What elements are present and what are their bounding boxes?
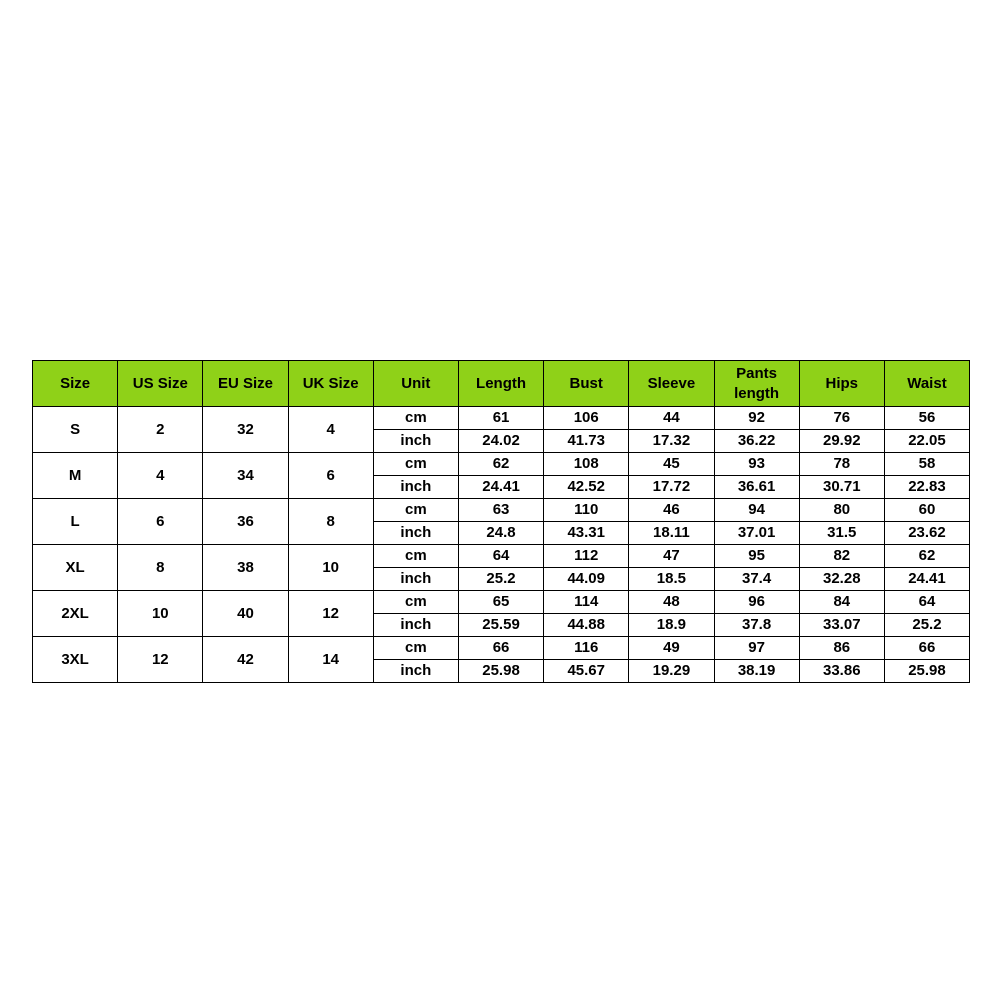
unit-cell: inch: [373, 476, 458, 499]
bust-cell: 42.52: [544, 476, 629, 499]
header-us-size: US Size: [118, 361, 203, 407]
sleeve-cell: 18.9: [629, 614, 714, 637]
sleeve-cell: 18.5: [629, 568, 714, 591]
pants-length-cell: 96: [714, 591, 799, 614]
sleeve-cell: 19.29: [629, 660, 714, 683]
table-row: [33, 453, 970, 476]
bust-cell: 45.67: [544, 660, 629, 683]
length-cell: 64: [458, 545, 543, 568]
size-cell: XL: [33, 545, 118, 591]
pants-length-cell: 36.61: [714, 476, 799, 499]
pants-length-cell: 37.01: [714, 522, 799, 545]
hips-cell: 31.5: [799, 522, 884, 545]
header-pants-length-line2: length: [734, 384, 780, 402]
waist-cell: 62: [884, 545, 969, 568]
header-waist: Waist: [884, 361, 969, 407]
size-cell: M: [33, 453, 118, 499]
waist-cell: 25.2: [884, 614, 969, 637]
size-cell: L: [33, 499, 118, 545]
hips-cell: 30.71: [799, 476, 884, 499]
unit-cell: inch: [373, 430, 458, 453]
pants-length-cell: 97: [714, 637, 799, 660]
sleeve-cell: 47: [629, 545, 714, 568]
table-row: [33, 545, 970, 568]
waist-cell: 25.98: [884, 660, 969, 683]
waist-cell: 60: [884, 499, 969, 522]
sleeve-cell: 17.72: [629, 476, 714, 499]
pants-length-cell: 37.4: [714, 568, 799, 591]
pants-length-cell: 36.22: [714, 430, 799, 453]
uk-size-cell: 4: [288, 407, 373, 453]
pants-length-cell: 93: [714, 453, 799, 476]
eu-size-cell: 40: [203, 591, 288, 637]
bust-cell: 114: [544, 591, 629, 614]
waist-cell: 56: [884, 407, 969, 430]
length-cell: 65: [458, 591, 543, 614]
eu-size-cell: 42: [203, 637, 288, 683]
length-cell: 63: [458, 499, 543, 522]
length-cell: 24.41: [458, 476, 543, 499]
pants-length-cell: 92: [714, 407, 799, 430]
us-size-cell: 4: [118, 453, 203, 499]
hips-cell: 84: [799, 591, 884, 614]
table-row: [33, 407, 970, 430]
sleeve-cell: 45: [629, 453, 714, 476]
header-size: Size: [33, 361, 118, 407]
table-row: [33, 591, 970, 614]
us-size-cell: 10: [118, 591, 203, 637]
unit-cell: inch: [373, 614, 458, 637]
unit-cell: cm: [373, 545, 458, 568]
size-cell: S: [33, 407, 118, 453]
header-row: [33, 361, 970, 407]
size-chart-body: [33, 407, 970, 683]
bust-cell: 108: [544, 453, 629, 476]
waist-cell: 24.41: [884, 568, 969, 591]
header-unit: Unit: [373, 361, 458, 407]
unit-cell: cm: [373, 453, 458, 476]
sleeve-cell: 44: [629, 407, 714, 430]
hips-cell: 80: [799, 499, 884, 522]
header-bust: Bust: [544, 361, 629, 407]
pants-length-cell: 95: [714, 545, 799, 568]
sleeve-cell: 18.11: [629, 522, 714, 545]
length-cell: 24.8: [458, 522, 543, 545]
uk-size-cell: 14: [288, 637, 373, 683]
length-cell: 62: [458, 453, 543, 476]
uk-size-cell: 10: [288, 545, 373, 591]
waist-cell: 64: [884, 591, 969, 614]
uk-size-cell: 6: [288, 453, 373, 499]
sleeve-cell: 48: [629, 591, 714, 614]
sleeve-cell: 46: [629, 499, 714, 522]
bust-cell: 106: [544, 407, 629, 430]
waist-cell: 22.83: [884, 476, 969, 499]
bust-cell: 44.09: [544, 568, 629, 591]
length-cell: 25.98: [458, 660, 543, 683]
unit-cell: cm: [373, 591, 458, 614]
hips-cell: 32.28: [799, 568, 884, 591]
length-cell: 24.02: [458, 430, 543, 453]
unit-cell: cm: [373, 407, 458, 430]
length-cell: 61: [458, 407, 543, 430]
size-cell: 3XL: [33, 637, 118, 683]
uk-size-cell: 12: [288, 591, 373, 637]
hips-cell: 78: [799, 453, 884, 476]
size-chart-header: [33, 361, 970, 407]
sleeve-cell: 49: [629, 637, 714, 660]
bust-cell: 43.31: [544, 522, 629, 545]
pants-length-cell: 38.19: [714, 660, 799, 683]
unit-cell: cm: [373, 637, 458, 660]
header-length: Length: [458, 361, 543, 407]
eu-size-cell: 38: [203, 545, 288, 591]
pants-length-cell: 37.8: [714, 614, 799, 637]
bust-cell: 110: [544, 499, 629, 522]
waist-cell: 66: [884, 637, 969, 660]
length-cell: 25.2: [458, 568, 543, 591]
length-cell: 66: [458, 637, 543, 660]
hips-cell: 29.92: [799, 430, 884, 453]
size-cell: 2XL: [33, 591, 118, 637]
us-size-cell: 8: [118, 545, 203, 591]
size-chart-table: [32, 360, 970, 683]
us-size-cell: 12: [118, 637, 203, 683]
unit-cell: inch: [373, 522, 458, 545]
header-hips: Hips: [799, 361, 884, 407]
header-sleeve: Sleeve: [629, 361, 714, 407]
bust-cell: 41.73: [544, 430, 629, 453]
hips-cell: 86: [799, 637, 884, 660]
eu-size-cell: 34: [203, 453, 288, 499]
us-size-cell: 6: [118, 499, 203, 545]
unit-cell: inch: [373, 568, 458, 591]
uk-size-cell: 8: [288, 499, 373, 545]
unit-cell: cm: [373, 499, 458, 522]
table-row: [33, 637, 970, 660]
header-eu-size: EU Size: [203, 361, 288, 407]
bust-cell: 44.88: [544, 614, 629, 637]
bust-cell: 112: [544, 545, 629, 568]
bust-cell: 116: [544, 637, 629, 660]
hips-cell: 82: [799, 545, 884, 568]
table-row: [33, 499, 970, 522]
sleeve-cell: 17.32: [629, 430, 714, 453]
hips-cell: 76: [799, 407, 884, 430]
waist-cell: 22.05: [884, 430, 969, 453]
length-cell: 25.59: [458, 614, 543, 637]
eu-size-cell: 32: [203, 407, 288, 453]
header-uk-size: UK Size: [288, 361, 373, 407]
us-size-cell: 2: [118, 407, 203, 453]
header-pants-length-line1: Pants: [736, 364, 778, 382]
eu-size-cell: 36: [203, 499, 288, 545]
waist-cell: 23.62: [884, 522, 969, 545]
unit-cell: inch: [373, 660, 458, 683]
waist-cell: 58: [884, 453, 969, 476]
header-pants-length: [714, 361, 799, 407]
hips-cell: 33.07: [799, 614, 884, 637]
pants-length-cell: 94: [714, 499, 799, 522]
hips-cell: 33.86: [799, 660, 884, 683]
